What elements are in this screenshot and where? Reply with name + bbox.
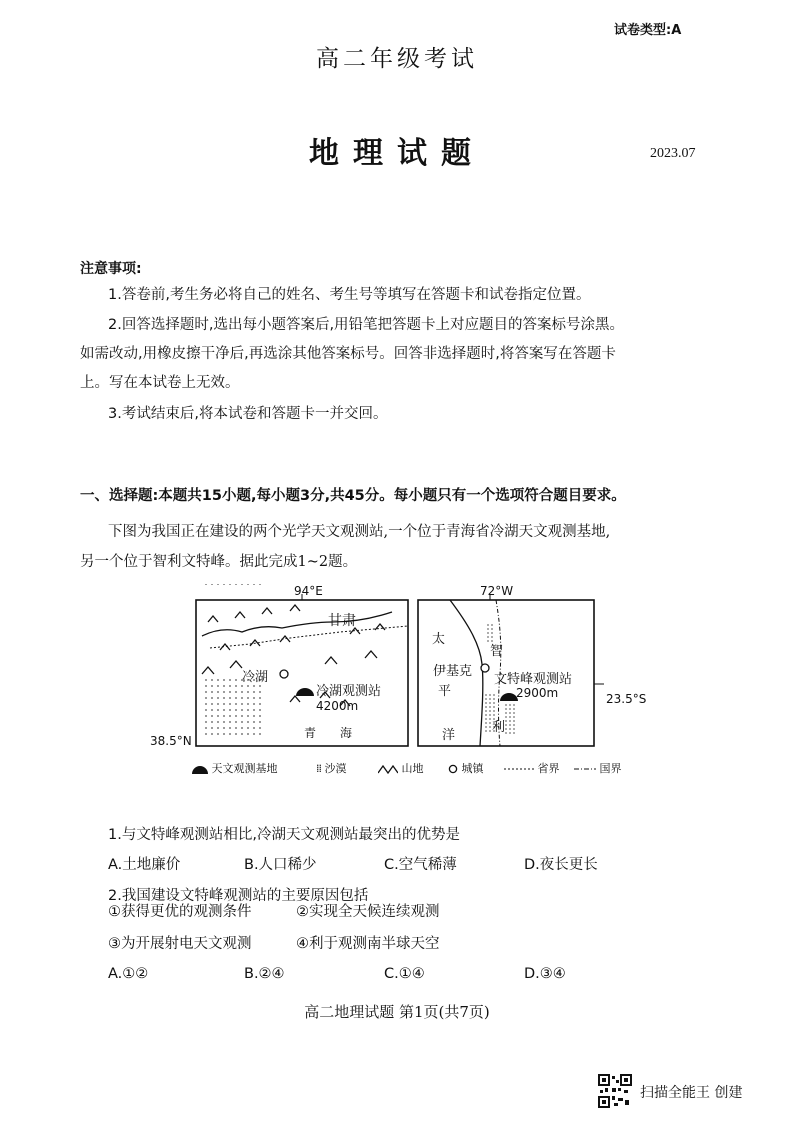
left-map-frame [196, 600, 408, 746]
left-map-observatory-icon [296, 688, 314, 696]
note-item-2-line3: 上。写在本试卷上无效。 [80, 375, 240, 391]
legend-town [448, 760, 484, 776]
left-map-desert [205, 584, 261, 735]
paper-type-label: 试卷类型:A [614, 23, 682, 38]
note-item-1: 1.答卷前,考生务必将自己的姓名、考生号等填写在答题卡和试卷指定位置。 [108, 287, 591, 303]
town-icon [448, 764, 458, 774]
left-map-province-qing: 青 [304, 726, 317, 740]
observatory-icon [192, 764, 208, 774]
page-footer: 高二地理试题 第1页(共7页) [304, 1003, 490, 1021]
left-map-town-marker [280, 670, 288, 678]
desert-icon: ⁞⁞ [316, 762, 321, 775]
right-map-town-marker [481, 664, 489, 672]
legend-national-border-label: 国界 [599, 762, 622, 775]
mountain-icon [378, 764, 398, 774]
q2-option-b: B.②④ [244, 966, 285, 982]
section-intro [80, 517, 722, 577]
q2-option-a: A.①② [108, 966, 149, 982]
legend-observatory-label: 天文观测基地 [211, 762, 278, 775]
left-map-lon-label: 94°E [294, 584, 323, 598]
exam-title: 高二年级考试 [316, 46, 478, 72]
right-map-town-label: 伊基克 [433, 664, 473, 679]
notes-heading: 注意事项: [80, 261, 142, 277]
note-item-3: 3.考试结束后,将本试卷和答题卡一并交回。 [108, 406, 388, 422]
legend-town-label: 城镇 [461, 762, 484, 775]
question-2-stem: 2.我国建设文特峰观测站的主要原因包括 [108, 888, 369, 904]
right-map-ocean-tai: 太 [432, 632, 446, 647]
right-map-station-label: 文特峰观测站 [494, 672, 573, 687]
legend-mountain [378, 760, 424, 776]
legend-mountain-label: 山地 [401, 762, 424, 775]
note-item-2-line2: 如需改动,用橡皮擦干净后,再选涂其他答案标号。回答非选择题时,将答案写在答题卡 [80, 346, 616, 362]
right-map-country-zhi: 智 [490, 644, 504, 659]
legend-observatory [192, 760, 278, 776]
exam-date: 2023.07 [650, 146, 696, 161]
right-map-country-li: 利 [492, 720, 506, 735]
legend-desert-label: 沙漠 [324, 762, 347, 775]
right-map-ocean-yang: 洋 [442, 728, 456, 743]
q1-option-c: C.空气稀薄 [384, 857, 457, 873]
legend-national-border [574, 760, 622, 776]
scanner-watermark: 扫描全能王 创建 [640, 1085, 743, 1101]
intro-line-1: 下图为我国正在建设的两个光学天文观测站,一个位于青海省冷湖天文观测基地, [108, 524, 611, 540]
left-map-station-label: 冷湖观测站 [316, 684, 382, 699]
q1-option-b: B.人口稀少 [244, 857, 317, 873]
question-1-stem: 1.与文特峰观测站相比,冷湖天文观测站最突出的优势是 [108, 827, 460, 843]
q2-statement-2: ②实现全天候连续观测 [296, 904, 440, 920]
right-map-lat-label: 23.5°S [606, 692, 647, 706]
right-map-elevation-label: 2900m [516, 686, 559, 700]
legend-province-border [504, 760, 560, 776]
subject-title: 地理试题 [309, 136, 485, 171]
left-map-elevation-label: 4200m [316, 699, 359, 713]
left-map-province-hai: 海 [340, 726, 353, 740]
province-border-icon [504, 764, 534, 774]
right-map-lon-label: 72°W [480, 584, 514, 598]
note-item-2-line1: 2.回答选择题时,选出每小题答案后,用铅笔把答题卡上对应题目的答案标号涂黑。 [108, 317, 625, 333]
q2-statement-3: ③为开展射电天文观测 [108, 936, 252, 952]
q1-option-a: A.土地廉价 [108, 857, 181, 873]
q2-option-d: D.③④ [524, 966, 566, 982]
map-figure [150, 584, 647, 754]
q2-option-c: C.①④ [384, 966, 425, 982]
qr-code-icon [598, 1074, 632, 1108]
intro-line-2: 另一个位于智利文特峰。据此完成1~2题。 [80, 554, 358, 570]
left-map-province-border [210, 626, 408, 648]
map-legend [192, 760, 652, 778]
legend-province-border-label: 省界 [537, 762, 560, 775]
q2-statement-4: ④利于观测南半球天空 [296, 936, 440, 952]
national-border-icon [574, 764, 596, 774]
left-map-town-label: 冷湖 [242, 670, 269, 685]
left-map-lat-label: 38.5°N [150, 734, 192, 748]
q2-statement-1: ①获得更优的观测条件 [108, 904, 252, 920]
q1-option-d: D.夜长更长 [524, 857, 598, 873]
right-map-ocean-ping: 平 [438, 684, 452, 699]
section-heading: 一、选择题:本题共15小题,每小题3分,共45分。每小题只有一个选项符合题目要求。 [80, 488, 626, 504]
left-map-province-gansu: 甘肃 [328, 613, 356, 629]
legend-desert [316, 760, 347, 776]
